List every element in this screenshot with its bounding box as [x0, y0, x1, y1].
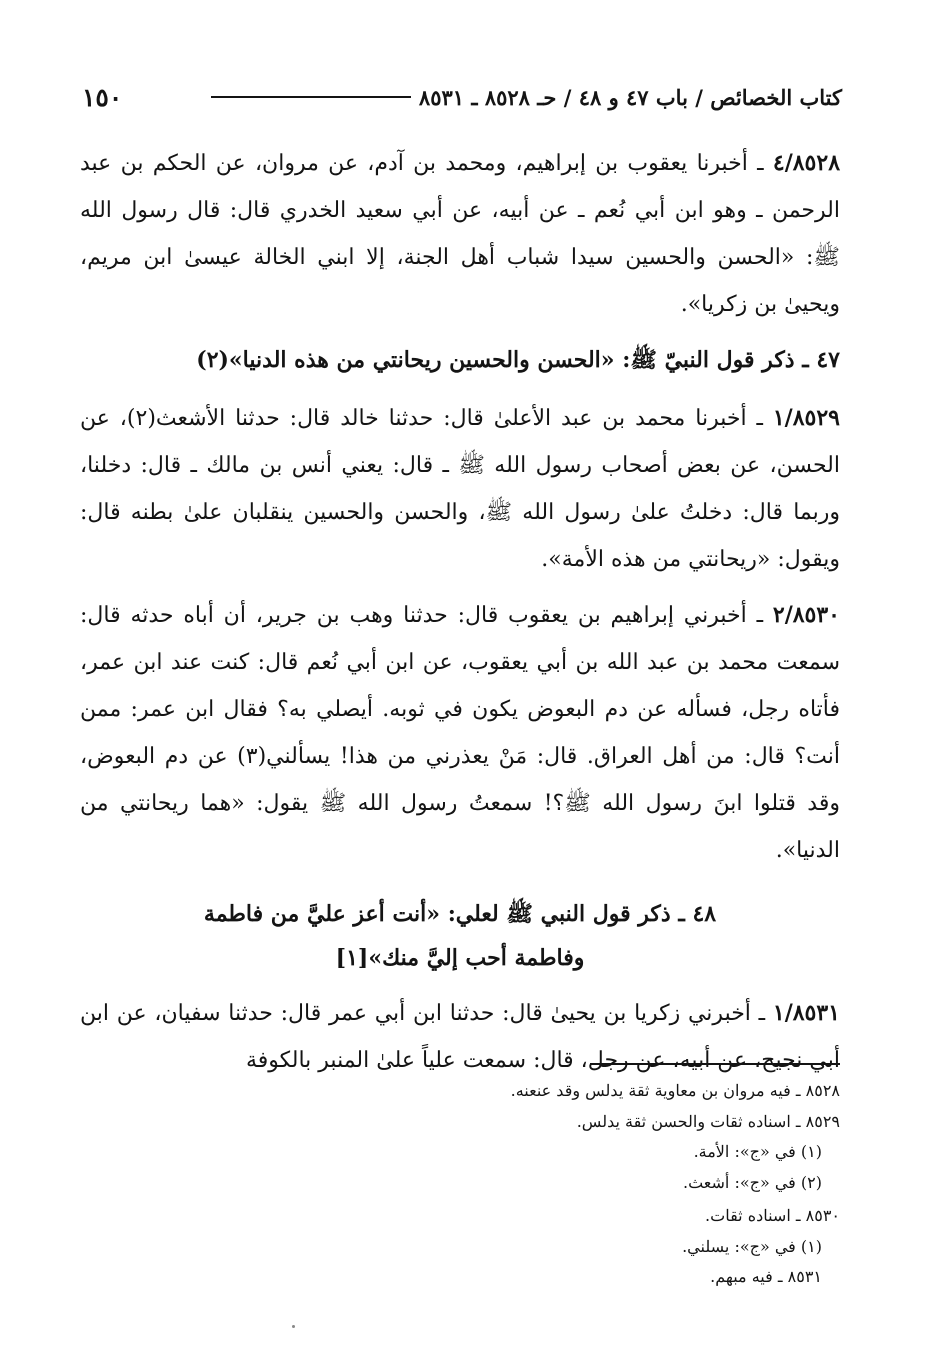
hadith-8529 [80, 395, 840, 583]
hadith-text: ـ أخبرني إبراهيم بن يعقوب قال: حدثنا وهب بن جرير، أن أباه حدثه قال: سمعت محمد بن عبد الله بن أبي يعقوب، عن ابن أبي نُعم قال: كنت عند ابن عمر، فأتاه رجل، فسأله عن دم البعوض يكون في ثوبه. أيصلي به؟ فقال ابن عمر: ممن أنت؟ قال: من أهل العراق. قال: مَنْ يعذرني من هذا! يسألني(٣) عن دم البعوض، وقد قتلوا ابنَ رسول الله ﷺ؟! سمعتُ رسول الله ﷺ يقول: «هما ريحانتي من الدنيا». [80, 603, 840, 863]
scan-speck [292, 1325, 295, 1328]
page-header [82, 82, 842, 112]
page-number: ١٥٠ [82, 82, 123, 112]
chapter-47-title: ٤٧ ـ ذكر قول النبيّ ﷺ: «الحسن والحسين ريحانتي من هذه الدنيا»(٢) [196, 347, 840, 373]
hadith-text: ـ أخبرني زكريا بن يحيىٰ قال: حدثنا ابن أبي عمر قال: حدثنا سفيان، عن ابن أبي نجيح، عن أبيه، عن رجل، قال: سمعت علياً علىٰ المنبر بالكوفة [80, 1001, 840, 1073]
hadith-text: ـ أخبرنا يعقوب بن إبراهيم، ومحمد بن آدم، عن مروان، عن الحكم بن عبد الرحمن ـ وهو ابن أبي نُعم ـ عن أبيه، عن أبي سعيد الخدري قال: قال رسول الله ﷺ: «الحسن والحسين سيدا شباب أهل الجنة، إلا ابني الخالة عيسىٰ ابن مريم، ويحيىٰ بن زكريا». [80, 151, 840, 317]
footnote-8530: ٨٥٣٠ ـ اسناده ثقات. [705, 1206, 840, 1225]
footnote-separator [590, 1063, 840, 1065]
hadith-number: ٢/٨٥٣٠ [772, 602, 840, 628]
hadith-text: ـ أخبرنا محمد بن عبد الأعلىٰ قال: حدثنا خالد قال: حدثنا الأشعث(٢)، عن الحسن، عن بعض أصحاب رسول الله ﷺ ـ قال: يعني أنس بن مالك ـ قال: دخلنا، وربما قال: دخلتُ علىٰ رسول الله ﷺ، والحسن والحسين ينقلبان علىٰ بطنه قال: ويقول: «ريحانتي من هذه الأمة». [80, 406, 840, 572]
chapter-48-title-line-2: وفاطمة أحب إليَّ منك»[١] [335, 945, 585, 971]
footnotes [80, 1076, 840, 1293]
footnote-8529-note-2: (٢) في «ج»: أشعث. [683, 1172, 822, 1192]
hadith-8531 [80, 990, 840, 1084]
chapter-48-title [80, 892, 840, 980]
hadith-number: ١/٨٥٣١ [772, 1000, 840, 1026]
footnote-8529-note-1: (١) في «ج»: الأمة. [693, 1142, 822, 1161]
running-head-group [211, 85, 842, 110]
header-rule [211, 96, 411, 98]
chapter-48-title-line-1: ٤٨ ـ ذكر قول النبي ﷺ لعلي: «أنت أعز عليَّ من فاطمة [203, 901, 717, 927]
main-text [80, 140, 840, 1093]
footnote-8529: ٨٥٢٩ ـ اسناده ثقات والحسن ثقة يدلس. [576, 1111, 840, 1131]
hadith-8528 [80, 140, 840, 328]
footnote-8528: ٨٥٢٨ ـ فيه مروان بن معاوية ثقة يدلس وقد عنعنه. [510, 1081, 840, 1100]
footnote-8531: ٨٥٣١ ـ فيه مبهم. [710, 1267, 822, 1286]
hadith-number: ٤/٨٥٢٨ [772, 150, 841, 176]
hadith-number: ١/٨٥٢٩ [772, 405, 840, 431]
running-head: كتاب الخصائص / باب ٤٧ و ٤٨ / حـ ٨٥٢٨ ـ ٨٥٣١ [418, 84, 842, 110]
hadith-8530 [80, 592, 840, 874]
footnote-8530-note-1: (١) في «ج»: يسلني. [682, 1236, 822, 1256]
